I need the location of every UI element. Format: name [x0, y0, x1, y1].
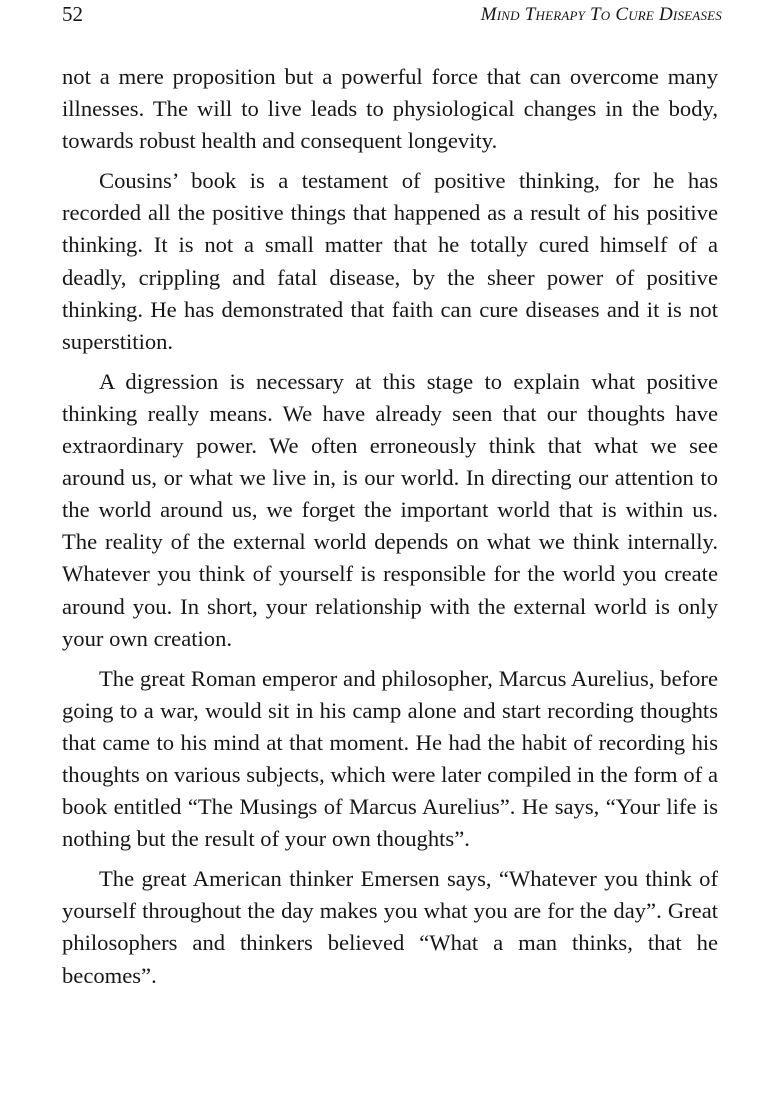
running-title: Mind Therapy To Cure Diseases: [480, 4, 722, 25]
paragraph-emersen: The great American thinker Emersen says, “Whatever you think of yourself throughout the day makes you what you are for the day”. Great philosophers and thinkers believed “What a man thinks, that he becomes”.: [62, 866, 718, 988]
body-text: [62, 61, 718, 992]
page-header: [62, 2, 722, 28]
paragraph-marcus-aurelius: The great Roman emperor and philosopher, Marcus Aurelius, before going to a war, would sit in his camp alone and start recording thoughts that came to his mind at that moment. He had the habit of recording his thoughts on various subjects, which were later compiled in the form of a book entitled “The Musings of Marcus Aurelius”. He says, “Your life is nothing but the result of your own thoughts”.: [62, 665, 718, 852]
paragraph-continuation: not a mere proposition but a powerful force that can overcome many illnesses. The will to live leads to physiological changes in the body, towards robust health and consequent longevity.: [62, 64, 718, 154]
paragraph-positive-thinking: A digression is necessary at this stage to explain what positive thinking really means. We have already seen that our thoughts have extraordinary power. We often erroneously think that what we see around us, or what we live in, is our world. In directing our attention to the world around us, we forget the important world that is within us. The reality of the external world depends on what we think internally. Whatever you think of yourself is responsible for the world you create around you. In short, your relationship with the external world is only your own creation.: [62, 368, 718, 651]
page-number: 52: [62, 2, 83, 26]
paragraph-cousins: Cousins’ book is a testament of positive thinking, for he has recorded all the positive things that happened as a result of his positive thinking. It is not a small matter that he totally cured himself of a deadly, crippling and fatal disease, by the sheer power of positive thinking. He has demonstrated that faith can cure diseases and it is not superstition.: [62, 168, 718, 354]
